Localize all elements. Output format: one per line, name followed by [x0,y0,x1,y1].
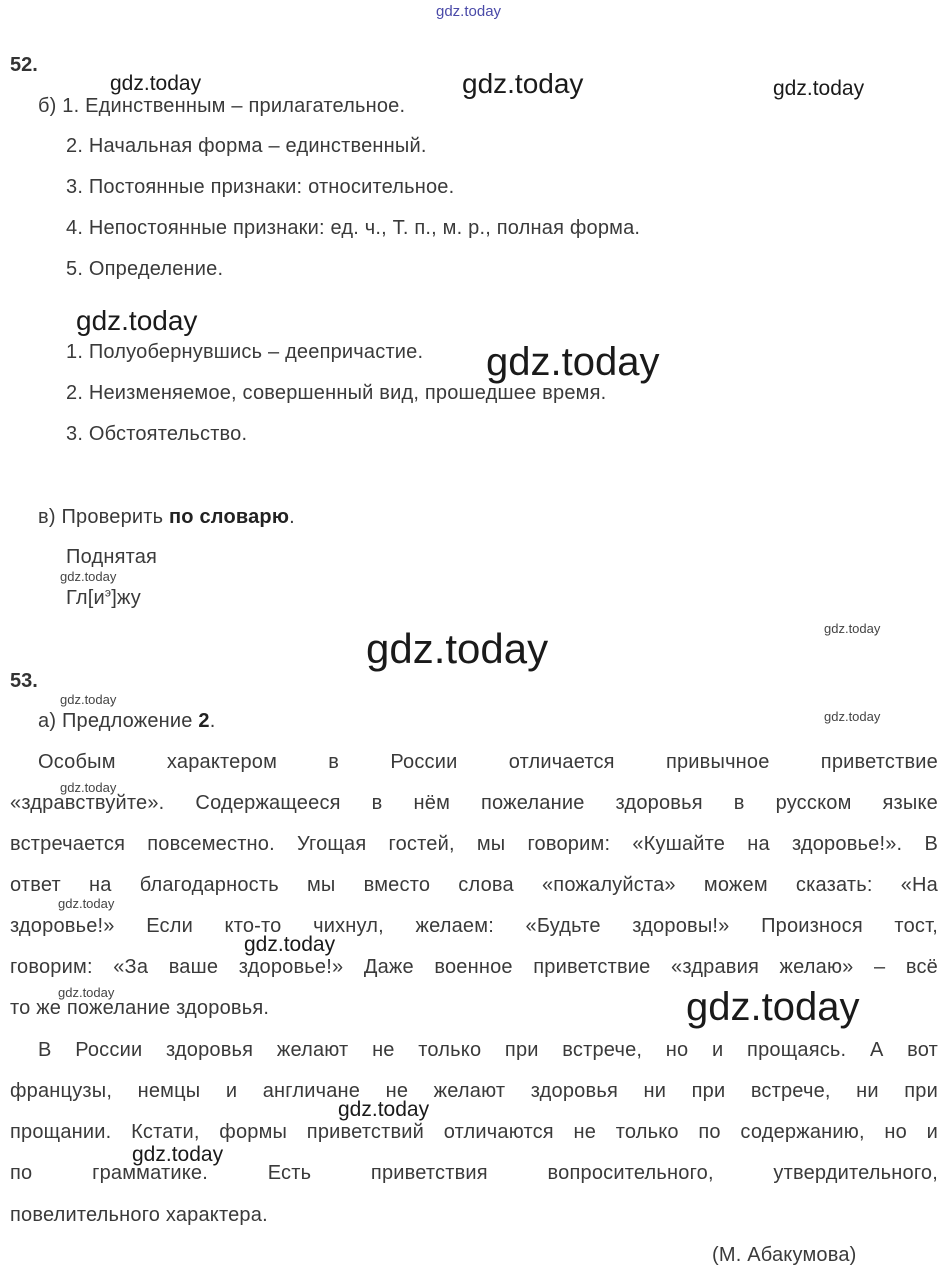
answer-line: а) Предложение 2. [38,710,216,732]
text-line: здоровье!» Если кто-то чихнул, желаем: «Будьте здоровы!» Произнося тост, [10,915,938,937]
text-line: повелительного характера. [10,1204,268,1226]
text-line: ответ на благодарность мы вместо слова «пожалуйста» можем сказать: «На [10,874,938,896]
text-line: встречается повсеместно. Угощая гостей, мы говорим: «Кушайте на здоровье!». В [10,833,938,855]
exercise-number: 53. [10,670,38,692]
watermark: gdz.today [824,621,881,636]
watermark: gdz.today [132,1143,224,1166]
transcription: $Гл[и^э]жу$ [66,585,141,609]
watermark: gdz.today [338,1098,430,1121]
watermark: gdz.today [686,985,860,1029]
answer-line: 2. Начальная форма – единственный. [66,135,427,157]
watermark: gdz.today [60,692,117,707]
text-line: по грамматике. Есть приветствия вопросительного, утвердительного, [10,1162,938,1184]
answer-line: 3. Постоянные признаки: относительное. [66,176,455,198]
watermark: gdz.today [244,933,336,956]
answer-line: в) Проверить по словарю. [38,506,295,528]
text-line: французы, немцы и англичане не желают здоровья ни при встрече, ни при [10,1080,938,1102]
answer-line: 5. Определение. [66,258,224,280]
text-line: говорим: «За ваше здоровье!» Даже военное приветствие «здравия желаю» – всё [10,956,938,978]
watermark: gdz.today [462,68,584,99]
answer-line: 4. Непостоянные признаки: ед. ч., Т. п., м. р., полная форма. [66,217,641,239]
text-line: то же пожелание здоровья. [10,997,270,1019]
answer-word: Поднятая [66,546,158,568]
answer-line: б) 1. Единственным – прилагательное. [38,95,406,117]
watermark: gdz.today [366,625,549,672]
watermark: gdz.today [773,77,865,100]
watermark: gdz.today [58,985,115,1000]
watermark: gdz.today [76,305,198,336]
watermark: gdz.today [110,72,202,95]
watermark: gdz.today [58,896,115,911]
text-line: В России здоровья желают не только при встрече, но и прощаясь. А вот [38,1039,938,1061]
author: (М. Абакумова) [712,1244,857,1266]
text-line: прощании. Кстати, формы приветствий отличаются не только по содержанию, но и [10,1121,938,1143]
answer-line: 3. Обстоятельство. [66,423,248,445]
text-line: «здравствуйте». Содержащееся в нём пожелание здоровья в русском языке [10,792,938,814]
answer-line: 2. Неизменяемое, совершенный вид, прошедшее время. [66,382,607,404]
watermark: gdz.today [60,780,117,795]
watermark: gdz.today [486,340,660,384]
exercise-number: 52. [10,54,38,76]
watermark: gdz.today [60,569,117,584]
watermark: gdz.today [436,3,502,20]
watermark: gdz.today [824,709,881,724]
text-line: Особым характером в России отличается привычное приветствие [38,751,938,773]
answer-line: 1. Полуобернувшись – деепричастие. [66,341,424,363]
